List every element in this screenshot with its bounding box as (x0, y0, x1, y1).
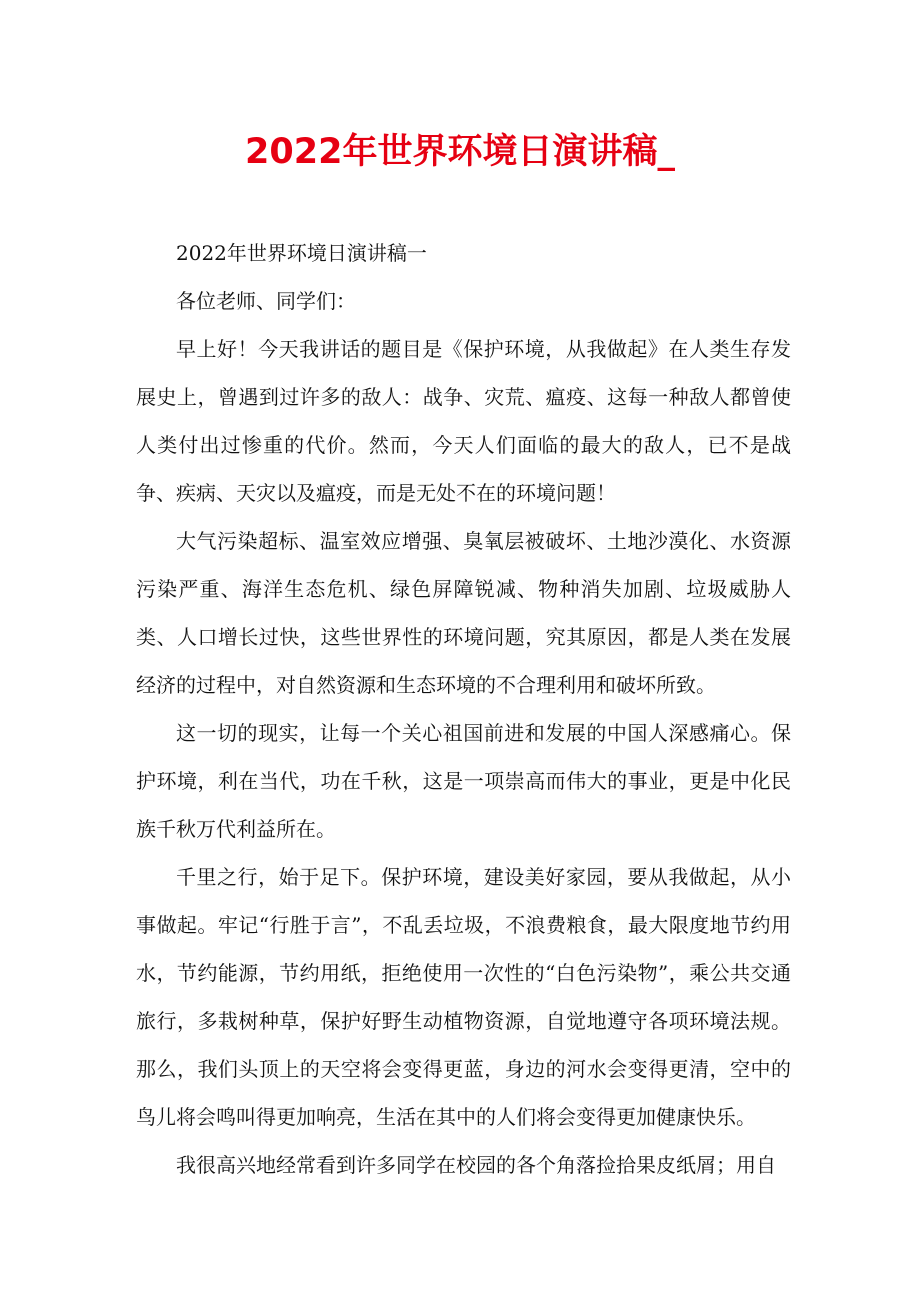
paragraph-intro: 早上好！今天我讲话的题目是《保护环境，从我做起》在人类生存发展史上，曾遇到过许多的敌人：战争、灾荒、瘟疫、这每一种敌人都曾使人类付出过惨重的代价。然而，今天人们面临的最大的敌人，已不是战争、疾病、天灾以及瘟疫，而是无处不在的环境问题！ (136, 337, 791, 505)
document-body (136, 229, 791, 1189)
paragraph-reality: 这一切的现实，让每一个关心祖国前进和发展的中国人深感痛心。保护环境，利在当代，功在千秋，这是一项崇高而伟大的事业，更是中化民族千秋万代利益所在。 (136, 721, 791, 841)
paragraph-subtitle: 2022年世界环境日演讲稿一 (176, 241, 427, 265)
paragraph-problems: 大气污染超标、温室效应增强、臭氧层被破坏、土地沙漠化、水资源污染严重、海洋生态危机、绿色屏障锐减、物种消失加剧、垃圾威胁人类、人口增长过快，这些世界性的环境问题，究其原因，都是人类在发展经济的过程中，对自然资源和生态环境的不合理利用和破坏所致。 (136, 529, 791, 697)
paragraph-greeting: 各位老师、同学们： (176, 289, 356, 313)
document-title: 2022年世界环境日演讲稿_ (245, 132, 675, 172)
paragraph-actions: 千里之行，始于足下。保护环境，建设美好家园，要从我做起，从小事做起。牢记“行胜于言”，不乱丢垃圾，不浪费粮食，最大限度地节约用水，节约能源，节约用纸，拒绝使用一次性的“白色污染物”，乘公共交通旅行，多栽树种草，保护好野生动植物资源，自觉地遵守各项环境法规。那么，我们头顶上的天空将会变得更蓝，身边的河水会变得更清，空中的鸟儿将会鸣叫得更加响亮，生活在其中的人们将会变得更加健康快乐。 (136, 865, 791, 1129)
paragraph-campus: 我很高兴地经常看到许多同学在校园的各个角落捡拾果皮纸屑；用自 (176, 1153, 776, 1177)
